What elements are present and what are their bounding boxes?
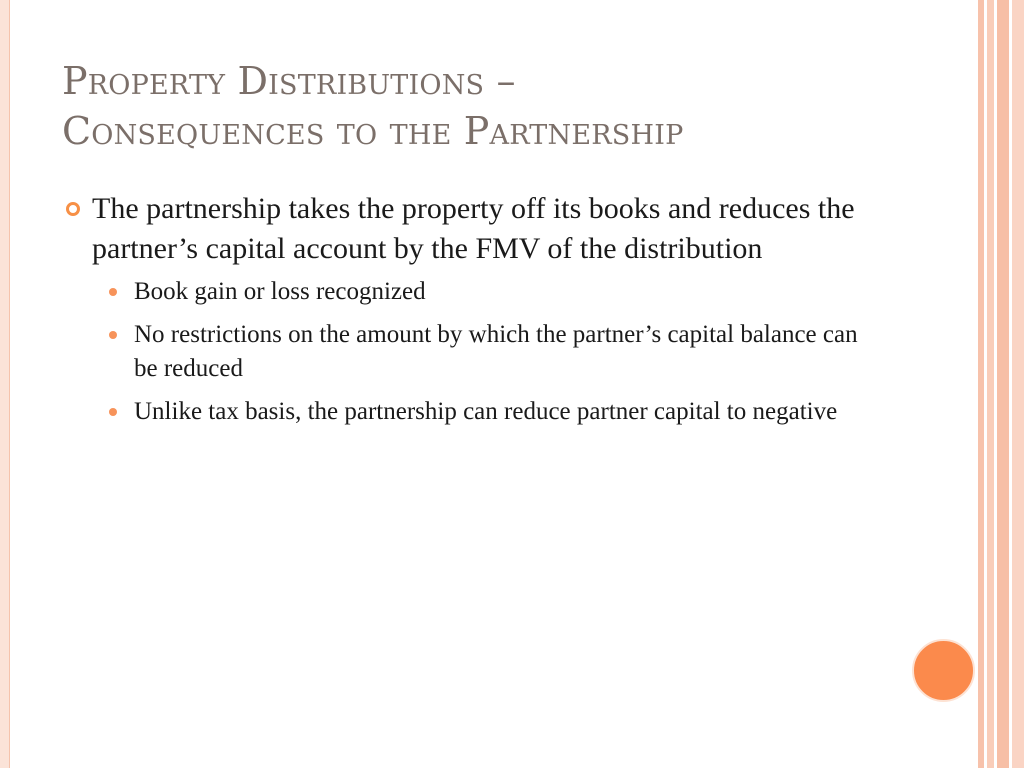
left-border-decoration — [0, 0, 10, 768]
right-stripe-decoration — [997, 0, 1009, 768]
right-stripe-decoration — [987, 0, 994, 768]
slide-body — [66, 189, 886, 438]
orange-circle-decoration — [912, 639, 975, 702]
sub-bullet-item — [66, 395, 886, 429]
slide-title — [62, 56, 942, 156]
sub-bullet-item — [66, 275, 886, 309]
slide-title-line2: Consequences to the Partnership — [62, 109, 684, 153]
bullet-text: The partnership takes the property off its books and reduces the partner’s capital account by the FMV of the distribution — [92, 192, 855, 265]
sub-bullet-text: No restrictions on the amount by which the partner’s capital balance can be reduced — [134, 321, 858, 382]
right-stripe-decoration — [1012, 0, 1024, 768]
sub-bullet-text: Unlike tax basis, the partnership can reduce partner capital to negative — [134, 398, 838, 425]
slide-title-line1: Property Distributions – — [62, 59, 516, 103]
dot-bullet-icon — [109, 408, 117, 416]
sub-bullet-item — [66, 318, 886, 386]
bullet-item — [66, 189, 886, 269]
sub-bullet-text: Book gain or loss recognized — [134, 278, 426, 305]
dot-bullet-icon — [109, 331, 117, 339]
ring-bullet-icon — [66, 202, 80, 216]
dot-bullet-icon — [109, 288, 117, 296]
